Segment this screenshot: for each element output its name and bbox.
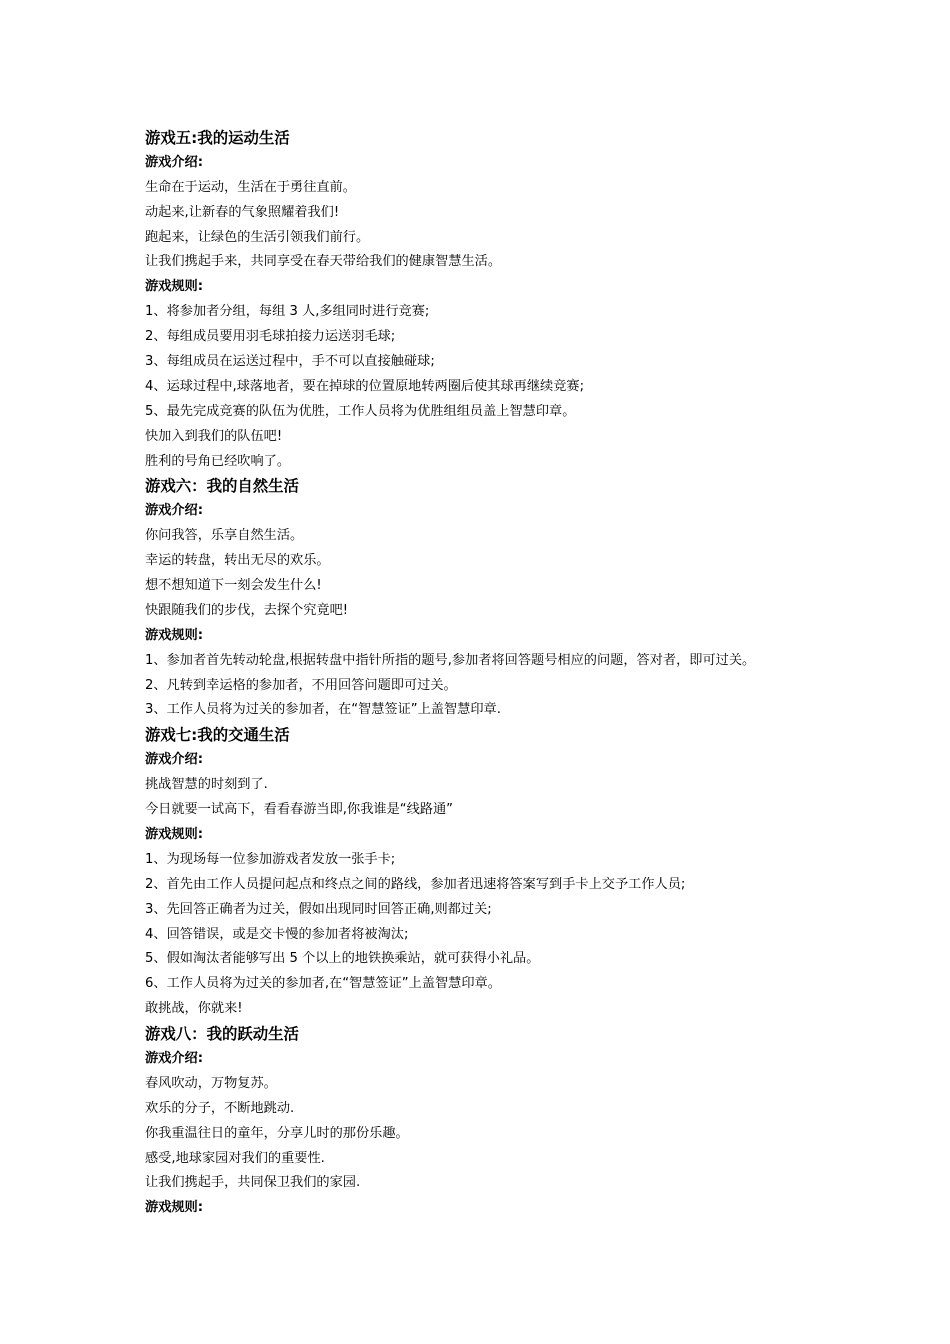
section-title: 游戏六：我的自然生活: [145, 477, 299, 496]
text-line: 欢乐的分子，不断地跳动.: [145, 1100, 295, 1116]
text-line: 想不想知道下一刻会发生什么!: [145, 578, 322, 594]
section-title: 游戏八：我的跃动生活: [145, 1025, 299, 1044]
text-line: 6、工作人员将为过关的参加者,在“智慧签证”上盖智慧印章。: [145, 976, 501, 992]
section-subheading: 游戏介绍:: [145, 752, 204, 768]
text-line: 快跟随我们的步伐，去探个究竟吧!: [145, 602, 349, 618]
text-line: 3、工作人员将为过关的参加者，在“智慧签证”上盖智慧印章.: [145, 702, 501, 718]
text-line: 2、凡转到幸运格的参加者，不用回答问题即可过关。: [145, 677, 457, 693]
text-line: 动起来,让新春的气象照耀着我们!: [145, 204, 340, 220]
text-line: 1、为现场每一位参加游戏者发放一张手卡;: [145, 851, 396, 867]
text-line: 1、参加者首先转动轮盘,根据转盘中指针所指的题号,参加者将回答题号相应的问题，答对者，即可过关。: [145, 652, 756, 668]
text-line: 1、将参加者分组，每组 3 人,多组同时进行竞赛;: [145, 304, 430, 320]
section-subheading: 游戏介绍:: [145, 1050, 204, 1066]
text-line: 你我重温往日的童年，分享儿时的那份乐趣。: [145, 1125, 409, 1141]
text-line: 感受,地球家园对我们的重要性.: [145, 1150, 325, 1166]
text-line: 生命在于运动，生活在于勇往直前。: [145, 179, 356, 195]
text-line: 3、每组成员在运送过程中，手不可以直接触碰球;: [145, 354, 435, 370]
text-line: 让我们携起手，共同保卫我们的家园.: [145, 1175, 361, 1191]
section-subheading: 游戏介绍:: [145, 154, 204, 170]
text-line: 4、回答错误，或是交卡慢的参加者将被淘汰;: [145, 926, 409, 942]
text-line: 幸运的转盘，转出无尽的欢乐。: [145, 553, 330, 569]
section-title: 游戏七:我的交通生活: [145, 726, 290, 745]
text-line: 你问我答，乐享自然生活。: [145, 528, 304, 544]
text-line: 5、假如淘汰者能够写出 5 个以上的地铁换乘站，就可获得小礼品。: [145, 951, 540, 967]
text-line: 让我们携起手来，共同享受在春天带给我们的健康智慧生活。: [145, 254, 502, 270]
section-subheading: 游戏规则:: [145, 627, 204, 643]
section-subheading: 游戏介绍:: [145, 503, 204, 519]
text-line: 5、最先完成竞赛的队伍为优胜，工作人员将为优胜组组员盖上智慧印章。: [145, 403, 576, 419]
text-line: 跑起来，让绿色的生活引领我们前行。: [145, 229, 370, 245]
text-line: 3、先回答正确者为过关，假如出现同时回答正确,则都过关;: [145, 901, 492, 917]
text-line: 春风吹动，万物复苏。: [145, 1075, 277, 1091]
text-line: 4、运球过程中,球落地者，要在掉球的位置原地转两圈后使其球再继续竞赛;: [145, 378, 585, 394]
text-line: 2、首先由工作人员提问起点和终点之间的路线，参加者迅速将答案写到手卡上交予工作人员;: [145, 876, 686, 892]
section-subheading: 游戏规则:: [145, 1200, 204, 1216]
text-line: 今日就要一试高下，看看春游当即,你我谁是“线路通”: [145, 802, 453, 818]
section-title: 游戏五:我的运动生活: [145, 129, 290, 147]
section-subheading: 游戏规则:: [145, 826, 204, 842]
text-line: 敢挑战，你就来!: [145, 1001, 243, 1017]
section-subheading: 游戏规则:: [145, 279, 204, 295]
text-line: 快加入到我们的队伍吧!: [145, 428, 283, 444]
text-line: 挑战智慧的时刻到了.: [145, 777, 268, 793]
text-line: 2、每组成员要用羽毛球拍接力运送羽毛球;: [145, 329, 396, 345]
document-body: [145, 126, 845, 1221]
text-line: 胜利的号角已经吹响了。: [145, 453, 291, 469]
